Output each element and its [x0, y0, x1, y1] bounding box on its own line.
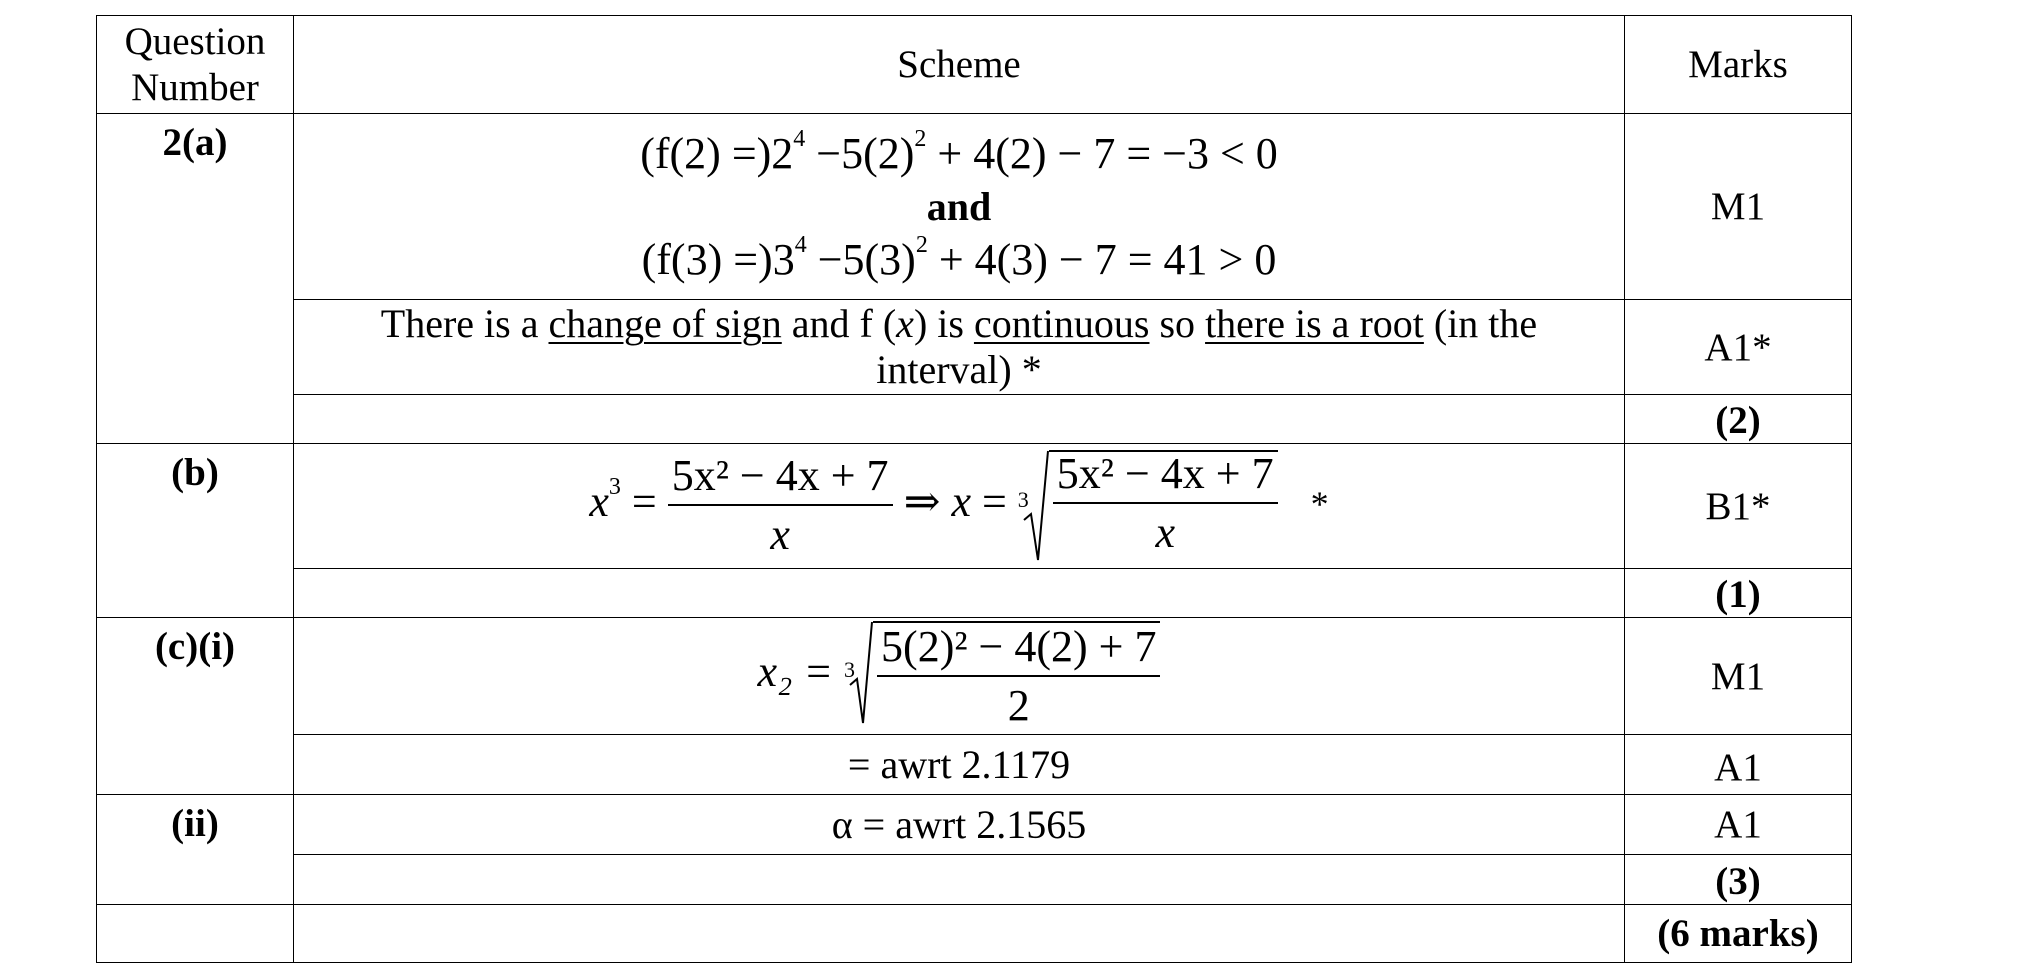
- q2b-blank: [294, 569, 1625, 618]
- q2b-equation: $x^3$ = $\frac{\text{5x² − 4x + 7}}{x}$ ⇒ x = 3 $\frac{\text{5x² − 4x + 7}}{x}$ *: [294, 450, 1624, 562]
- grand-total-blank-2: [294, 905, 1625, 963]
- question-label-2b: (b): [97, 444, 294, 618]
- q2a-row-conclusion: [97, 300, 1852, 395]
- q2b-mark-b1: B1*: [1625, 444, 1852, 569]
- q2ci-cube-root: 3 $\frac{\text{5(2)² − 4(2) + 7}}{2}$: [844, 621, 1160, 731]
- f2-equation: $(f(2) =)2^4 -5(2)^2 + 4(2) - 7 = -3 < 0$: [640, 125, 1278, 178]
- grand-total: (6 marks): [1625, 905, 1852, 963]
- q2a-blank: [294, 395, 1625, 444]
- q2a-total: (2): [1625, 395, 1852, 444]
- and-text: and: [926, 183, 992, 229]
- header-question-number: Question Number: [97, 16, 294, 114]
- q2a-working: [294, 114, 1625, 300]
- q2c-total: (3): [1625, 855, 1852, 905]
- q2cii-alpha: α = awrt 2.1565: [294, 795, 1625, 855]
- q2ci-mark-m1: M1: [1625, 618, 1852, 735]
- question-label-2ci: (c)(i): [97, 618, 294, 795]
- q2a-row-working: [97, 114, 1852, 300]
- grand-total-row: [97, 905, 1852, 963]
- header-marks: Marks: [1625, 16, 1852, 114]
- grand-total-blank-1: [97, 905, 294, 963]
- q2ci-result: = awrt 2.1179: [294, 735, 1625, 795]
- header-row: [97, 16, 1852, 114]
- q2a-mark-a1: A1*: [1625, 300, 1852, 395]
- q2a-conclusion: There is a change of sign and f (x) is continuous so there is a root (in the interval) *: [294, 300, 1625, 395]
- q2b-working: [294, 444, 1625, 569]
- q2a-row-total: [97, 395, 1852, 444]
- q2ci-row-working: [97, 618, 1852, 735]
- q2ci-working: [294, 618, 1625, 735]
- q2a-mark-m1: M1: [1625, 114, 1852, 300]
- q2b-fraction: $\frac{\text{5x² − 4x + 7}}{x}$: [668, 452, 893, 560]
- question-label-2a: 2(a): [97, 114, 294, 444]
- mark-scheme-table: [96, 15, 1852, 963]
- f3-equation: $(f(3) =)3^4 -5(3)^2 + 4(3) - 7 = 41 > 0$: [641, 231, 1277, 284]
- q2b-cube-root: 3 $\frac{\text{5x² − 4x + 7}}{x}$: [1018, 450, 1278, 562]
- q2b-row-total: [97, 569, 1852, 618]
- q2b-row-working: [97, 444, 1852, 569]
- header-scheme: Scheme: [294, 16, 1625, 114]
- q2b-total: (1): [1625, 569, 1852, 618]
- q2ci-equation: x₂ = 3 $\frac{\text{5(2)² − 4(2) + 7}}{2}$: [294, 621, 1624, 731]
- q2cii-blank: [294, 855, 1625, 905]
- q2cii-mark-a1: A1: [1625, 795, 1852, 855]
- q2ci-row-result: [97, 735, 1852, 795]
- q2ci-mark-a1: A1: [1625, 735, 1852, 795]
- q2cii-row-working: [97, 795, 1852, 855]
- question-label-2cii: (ii): [97, 795, 294, 905]
- q2cii-row-total: [97, 855, 1852, 905]
